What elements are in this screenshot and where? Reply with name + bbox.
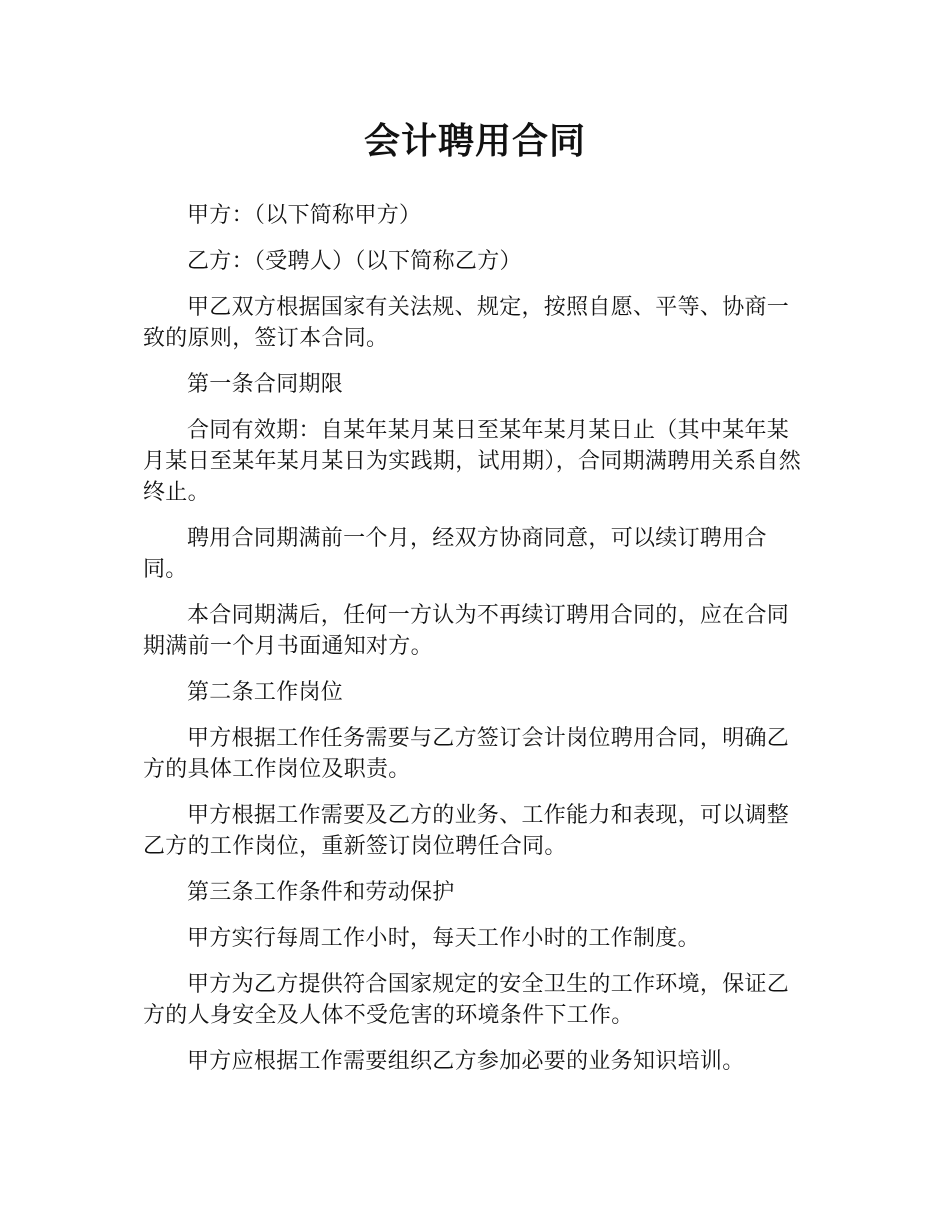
- article-3-heading: 第三条工作条件和劳动保护: [187, 880, 455, 905]
- article-2-paragraph-1: 甲方根据工作任务需要与乙方签订会计岗位聘用合同，明确乙方的具体工作岗位及职责。: [143, 726, 790, 782]
- article-1-paragraph-3: 本合同期满后，任何一方认为不再续订聘用合同的，应在合同期满前一个月书面通知对方。: [143, 603, 790, 659]
- article-1-paragraph-1: 合同有效期：自某年某月某日至某年某月某日止（其中某年某月某日至某年某月某日为实践期，试用期），合同期满聘用关系自然终止。: [143, 418, 802, 505]
- article-2-heading: 第二条工作岗位: [187, 680, 344, 705]
- party-b-line: 乙方：（受聘人）（以下简称乙方）: [187, 249, 522, 274]
- article-3-paragraph-3: 甲方应根据工作需要组织乙方参加必要的业务知识培训。: [187, 1049, 745, 1074]
- article-1-heading: 第一条合同期限: [187, 372, 344, 397]
- article-2-paragraph-2: 甲方根据工作需要及乙方的业务、工作能力和表现，可以调整乙方的工作岗位，重新签订岗位聘任合同。: [143, 803, 790, 859]
- party-a-line: 甲方：（以下简称甲方）: [187, 203, 422, 228]
- document-title: 会计聘用合同: [363, 121, 586, 162]
- article-3-paragraph-1: 甲方实行每周工作小时，每天工作小时的工作制度。: [187, 926, 700, 951]
- preamble-paragraph: 甲乙双方根据国家有关法规、规定，按照自愿、平等、协商一致的原则，签订本合同。: [143, 295, 790, 351]
- document-body: [143, 200, 807, 1092]
- article-1-paragraph-2: 聘用合同期满前一个月，经双方协商同意，可以续订聘用合同。: [143, 526, 767, 582]
- article-3-paragraph-2: 甲方为乙方提供符合国家规定的安全卫生的工作环境，保证乙方的人身安全及人体不受危害的环境条件下工作。: [143, 972, 790, 1028]
